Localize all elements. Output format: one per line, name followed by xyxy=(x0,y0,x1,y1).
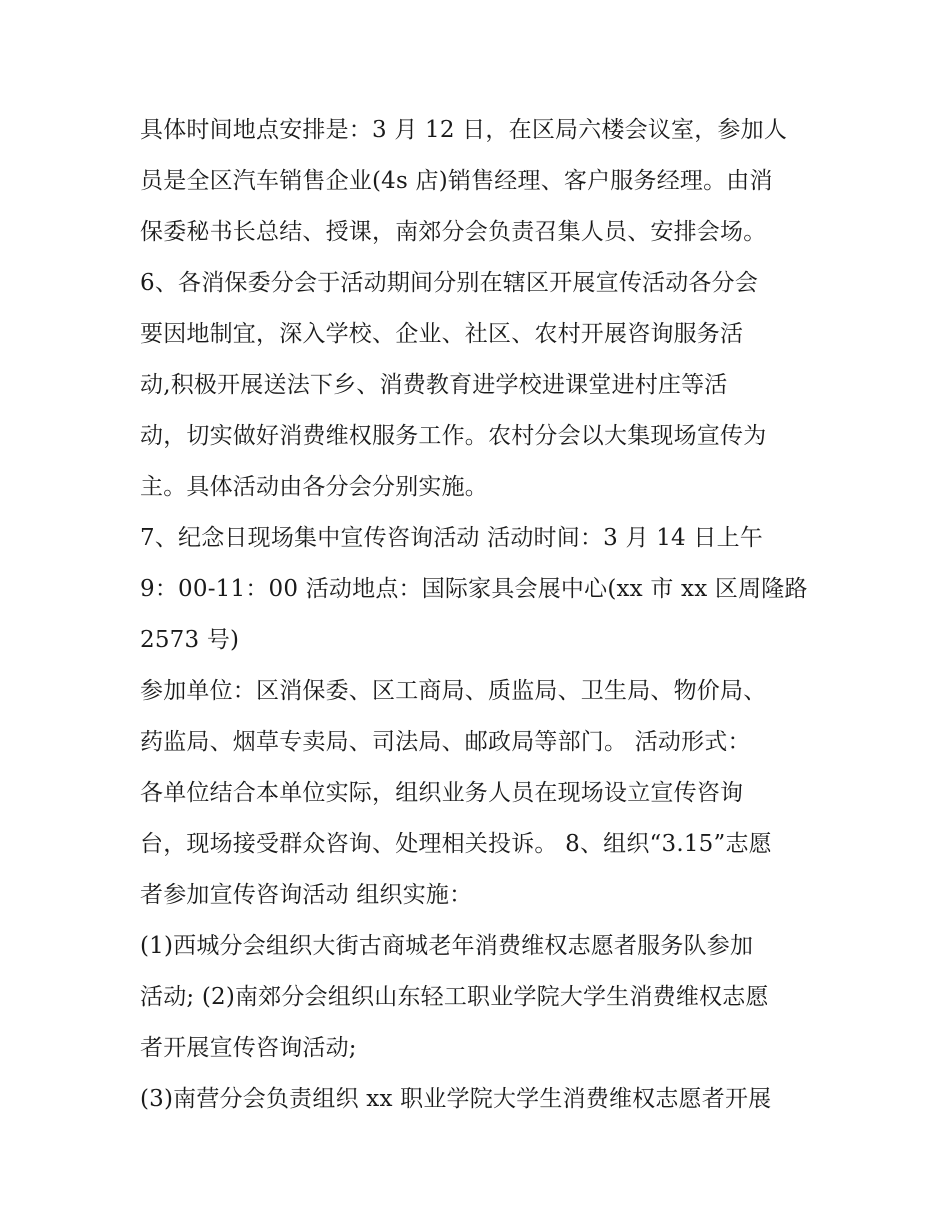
text-line: 动,积极开展送法下乡、消费教育进学校进课堂进村庄等活 xyxy=(140,372,728,398)
text-line: 9：00-11：00 活动地点：国际家具会展中心(xx 市 xx 区周隆路 xyxy=(140,576,808,602)
text-line: (3)南营分会负责组织 xx 职业学院大学生消费维权志愿者开展 xyxy=(140,1086,772,1112)
text-line: 6、各消保委分会于活动期间分别在辖区开展宣传活动各分会 xyxy=(140,270,759,296)
text-line: 7、纪念日现场集中宣传咨询活动 活动时间：3 月 14 日上午 xyxy=(140,525,763,551)
text-line: 各单位结合本单位实际，组织业务人员在现场设立宣传咨询 xyxy=(140,780,744,806)
text-line: 员是全区汽车销售企业(4s 店)销售经理、客户服务经理。由消 xyxy=(140,168,773,194)
text-line: 台，现场接受群众咨询、处理相关投诉。 8、组织“3.15”志愿 xyxy=(140,831,772,857)
text-line: (1)西城分会组织大街古商城老年消费维权志愿者服务队参加 xyxy=(140,933,754,959)
document-body xyxy=(140,105,820,1125)
text-line: 者开展宣传咨询活动; xyxy=(140,1035,357,1061)
text-line: 2573 号) xyxy=(140,627,240,653)
text-line: 主。具体活动由各分会分别实施。 xyxy=(140,474,488,500)
text-line: 参加单位：区消保委、区工商局、质监局、卫生局、物价局、 xyxy=(140,678,767,704)
text-line: 保委秘书长总结、授课，南郊分会负责召集人员、安排会场。 xyxy=(140,219,767,245)
text-line: 动，切实做好消费维权服务工作。农村分会以大集现场宣传为 xyxy=(140,423,767,449)
text-line: 要因地制宜，深入学校、企业、社区、农村开展咨询服务活 xyxy=(140,321,744,347)
text-line: 活动; (2)南郊分会组织山东轻工职业学院大学生消费维权志愿 xyxy=(140,984,769,1010)
text-line: 者参加宣传咨询活动 组织实施： xyxy=(140,882,473,908)
text-line: 药监局、烟草专卖局、司法局、邮政局等部门。 活动形式： xyxy=(140,729,751,755)
text-line: 具体时间地点安排是：3 月 12 日，在区局六楼会议室，参加人 xyxy=(140,117,788,143)
